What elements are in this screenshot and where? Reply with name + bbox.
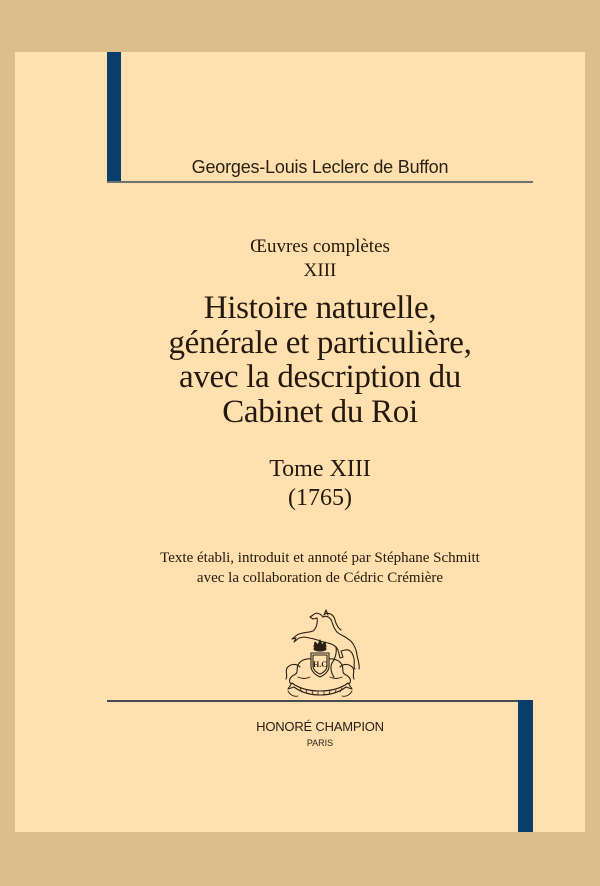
publisher-city: PARIS — [306, 738, 334, 748]
tome-label: Tome XIII — [269, 456, 371, 482]
top-rule — [107, 181, 533, 183]
title-line: Cabinet du Roi — [222, 393, 418, 430]
bottom-rule — [107, 700, 533, 702]
publisher-horse-emblem-icon — [280, 603, 365, 700]
credits-line: avec la collaboration de Cédric Crémière — [196, 570, 444, 586]
credits-line: Texte établi, introduit et annoté par Stéphane Schmitt — [160, 550, 480, 566]
title-line: générale et particulière, — [168, 324, 472, 361]
top-accent-bar — [107, 52, 121, 183]
title-line: avec la description du — [178, 359, 462, 395]
editor-credits — [0, 548, 600, 588]
series-volume: XIII — [303, 260, 337, 281]
publisher-name: HONORÉ CHAMPION — [256, 719, 384, 734]
publication-year: (1765) — [288, 485, 352, 511]
author-name: Georges-Louis Leclerc de Buffon — [191, 157, 449, 177]
svg-text:H.C: H.C — [313, 660, 327, 669]
title-line: Histoire naturelle, — [203, 290, 437, 326]
series-title: Œuvres complètes — [250, 236, 390, 257]
book-title — [0, 291, 600, 429]
